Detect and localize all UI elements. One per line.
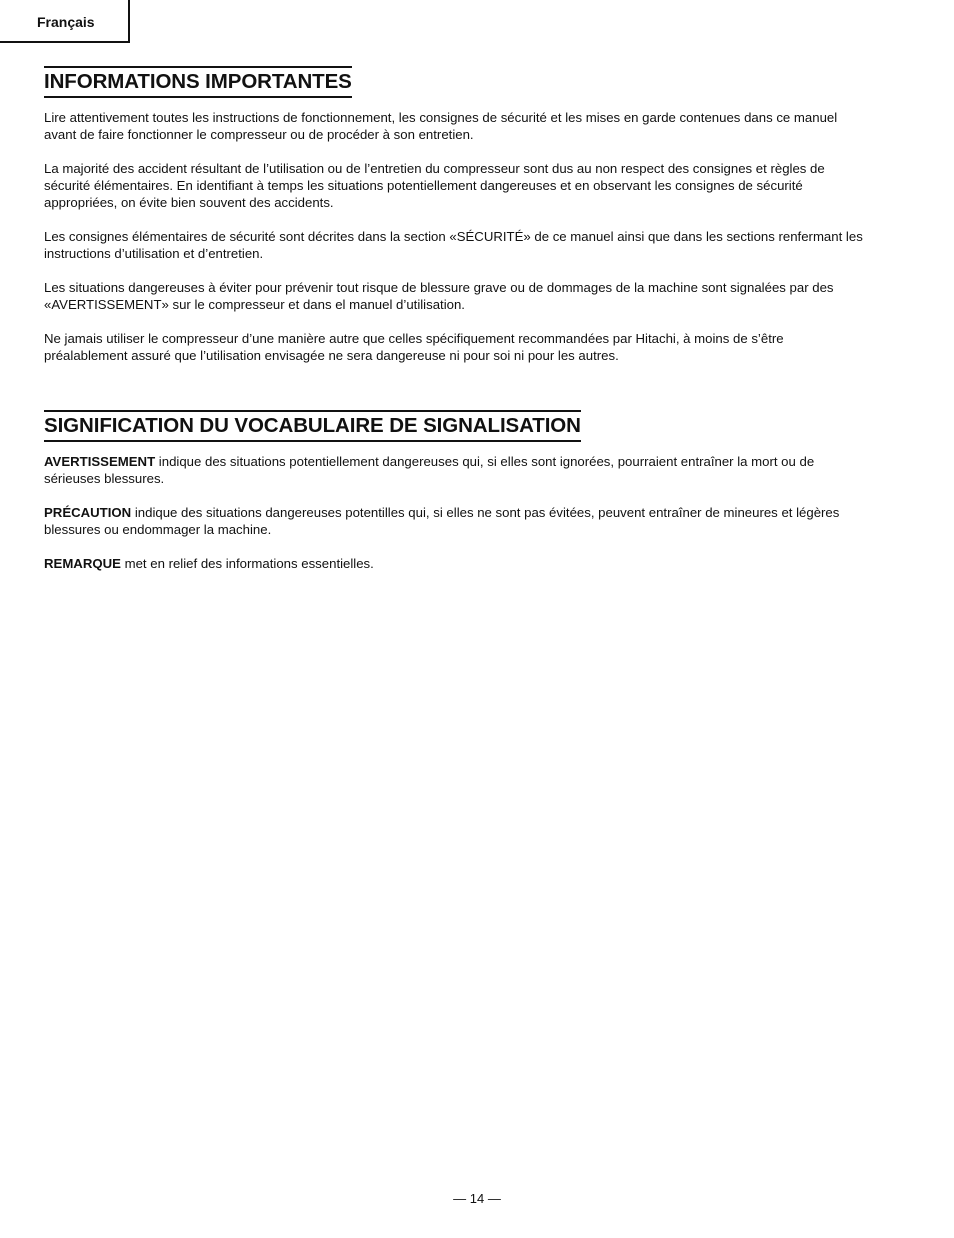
- section-signification-vocabulaire: [44, 410, 864, 589]
- section-informations-importantes: [44, 66, 864, 381]
- definition-text: indique des situations potentiellement dangereuses qui, si elles sont ignorées, pourraient entraîner la mort ou de sérieuses blessures.: [44, 454, 815, 486]
- definition-term: REMARQUE: [44, 556, 121, 571]
- language-tab: [0, 0, 130, 43]
- definition-term: PRÉCAUTION: [44, 505, 132, 520]
- paragraph: La majorité des accident résultant de l’utilisation ou de l’entretien du compresseur sont dus au non respect des consignes et règles de sécurité élémentaires. En identifiant à temps les situations potentiellement dangereuses et en observant les consignes de sécurité appropriées, on évite bien souvent des accidents.: [44, 161, 825, 210]
- language-label: Français: [37, 14, 95, 30]
- section-title: INFORMATIONS IMPORTANTES: [44, 66, 352, 98]
- definition-text: met en relief des informations essentielles.: [120, 556, 374, 571]
- definition-avertissement: [44, 453, 864, 487]
- definition-term: AVERTISSEMENT: [44, 454, 156, 469]
- page-number: — 14 —: [453, 1191, 501, 1206]
- definition-text: indique des situations dangereuses potentilles qui, si elles ne sont pas évitées, peuvent entraîner de mineures et légères blessures ou endommager la machine.: [44, 505, 840, 537]
- paragraph: Ne jamais utiliser le compresseur d’une manière autre que celles spécifiquement recommandées par Hitachi, à moins de s’être préalablement assuré que l’utilisation envisagée ne sera dangereuse ni pour soi ni pour les autres.: [44, 331, 784, 363]
- paragraph: Lire attentivement toutes les instructions de fonctionnement, les consignes de sécurité et les mises en garde contenues dans ce manuel avant de faire fonctionner le compresseur ou de procéder à son entretien.: [44, 110, 838, 142]
- definition-remarque: [44, 555, 864, 572]
- definition-precaution: [44, 504, 864, 538]
- paragraph: Les consignes élémentaires de sécurité sont décrites dans la section «SÉCURITÉ» de ce manuel ainsi que dans les sections renfermant les instructions d’utilisation et d’entretien.: [44, 229, 863, 261]
- paragraph: Les situations dangereuses à éviter pour prévenir tout risque de blessure grave ou de dommages de la machine sont signalées par des «AVERTISSEMENT» sur le compresseur et dans el manuel d’utilisation.: [44, 280, 834, 312]
- section-title: SIGNIFICATION DU VOCABULAIRE DE SIGNALISATION: [44, 410, 581, 442]
